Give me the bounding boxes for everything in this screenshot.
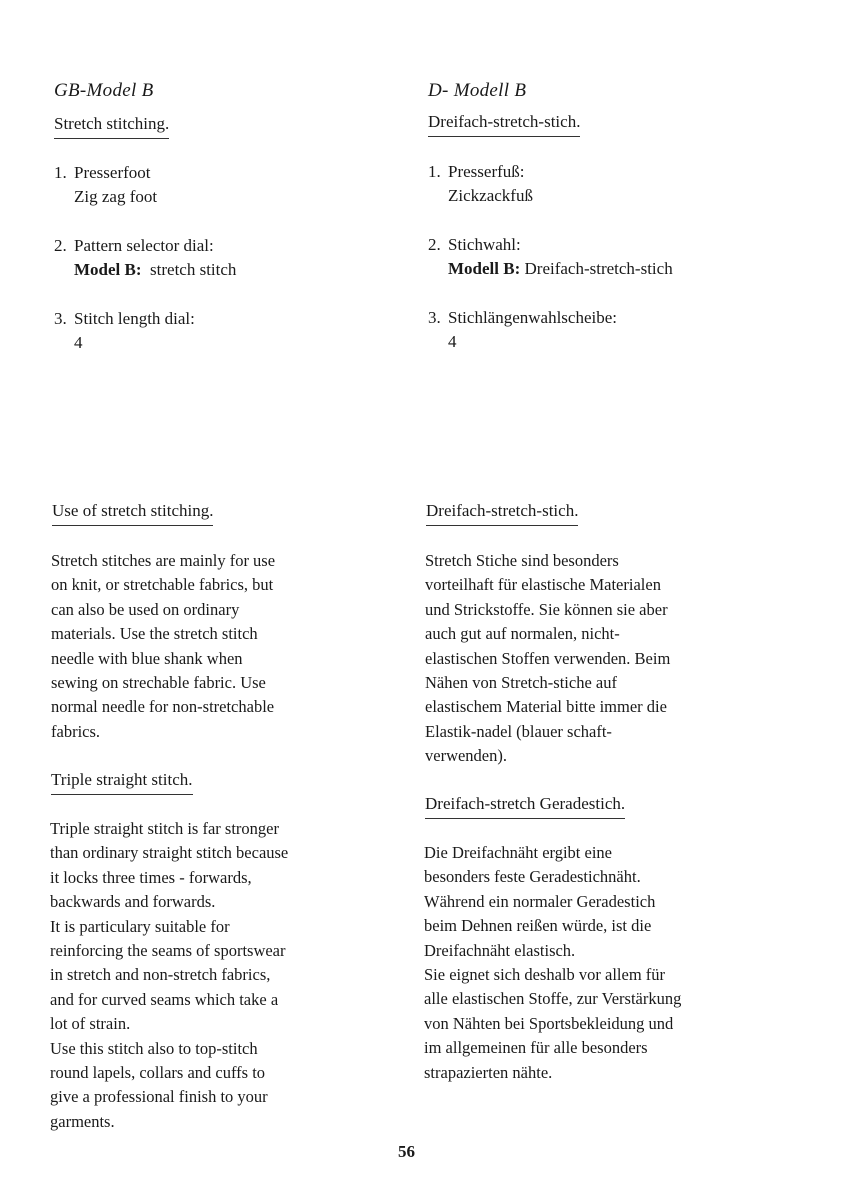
gb-model-heading: GB-Model B bbox=[54, 80, 154, 101]
step-number: 3. bbox=[54, 309, 67, 328]
gb-section-title: Stretch stitching. bbox=[54, 113, 169, 139]
step-label: Presserfuß: bbox=[448, 162, 525, 181]
step-number: 1. bbox=[54, 163, 67, 182]
step-label: Stitch length dial: bbox=[74, 309, 195, 328]
gb-step-3 bbox=[54, 307, 195, 355]
step-number: 2. bbox=[428, 235, 441, 254]
step-value: Dreifach-stretch-stich bbox=[524, 259, 673, 278]
step-label: Stichwahl: bbox=[448, 235, 521, 254]
d-triple-text: Die Dreifachnäht ergibt eine besonders feste Geradestichnäht. Während ein normaler Geradestich beim Dehnen reißen würde, ist die Dreifachnäht elastisch. Sie eignet sich deshalb vor allem für alle elastischen Stoffe, zur Verstärkung von Nähten bei Sportsbekleidung und im allgemeinen für alle besonders strapazierten nähte. bbox=[424, 843, 682, 1082]
gb-use-text: Stretch stitches are mainly for use on knit, or stretchable fabrics, but can also be used on ordinary materials. Use the stretch stitch needle with blue shank when sewing on strechable fabric. Use normal needle for non-stretchable fabrics. bbox=[51, 551, 276, 741]
step-value-bold: Modell B: bbox=[448, 259, 521, 278]
step-label: Presserfoot bbox=[74, 163, 151, 182]
step-value: 4 bbox=[448, 332, 457, 351]
d-triple-title: Dreifach-stretch Geradestich. bbox=[425, 793, 625, 819]
step-value: 4 bbox=[74, 333, 83, 352]
d-model-heading: D- Modell B bbox=[428, 80, 527, 101]
gb-step-2 bbox=[54, 234, 236, 282]
step-value: stretch stitch bbox=[150, 260, 237, 279]
step-number: 3. bbox=[428, 308, 441, 327]
step-label: Pattern selector dial: bbox=[74, 236, 214, 255]
d-step-2 bbox=[428, 233, 673, 281]
step-number: 2. bbox=[54, 236, 67, 255]
step-value: Zickzackfuß bbox=[448, 186, 533, 205]
d-use-title: Dreifach-stretch-stich. bbox=[426, 500, 578, 526]
d-step-3 bbox=[428, 306, 617, 354]
gb-use-title: Use of stretch stitching. bbox=[52, 500, 213, 526]
d-step-1 bbox=[428, 160, 533, 208]
d-use-text: Stretch Stiche sind besonders vorteilhaft für elastische Materialen und Strickstoffe. Sie können sie aber auch gut auf normalen, nicht- elastischen Stoffen verwenden. Beim Nähen von Stretch-stiche auf elastischem Material bitte immer die Elastik-nadel (blauer schaft- verwenden). bbox=[425, 551, 671, 766]
step-value: Zig zag foot bbox=[74, 187, 158, 206]
step-number: 1. bbox=[428, 162, 441, 181]
gb-triple-title: Triple straight stitch. bbox=[51, 769, 193, 795]
step-value-bold: Model B: bbox=[74, 260, 142, 279]
page-number: 56 bbox=[398, 1142, 415, 1161]
step-label: Stichlängenwahlscheibe: bbox=[448, 308, 618, 327]
gb-triple-text: Triple straight stitch is far stronger than ordinary straight stitch because it locks three times - forwards, backwards and forwards. It is particulary suitable for reinforcing the seams of sportswear in stretch and non-stretch fabrics, and for curved seams which take a lot of strain. Use this stitch also to top-stitch round lapels, collars and cuffs to give a professional finish to your garments. bbox=[50, 819, 289, 1131]
d-section-title: Dreifach-stretch-stich. bbox=[428, 111, 580, 137]
gb-step-1 bbox=[54, 161, 157, 209]
